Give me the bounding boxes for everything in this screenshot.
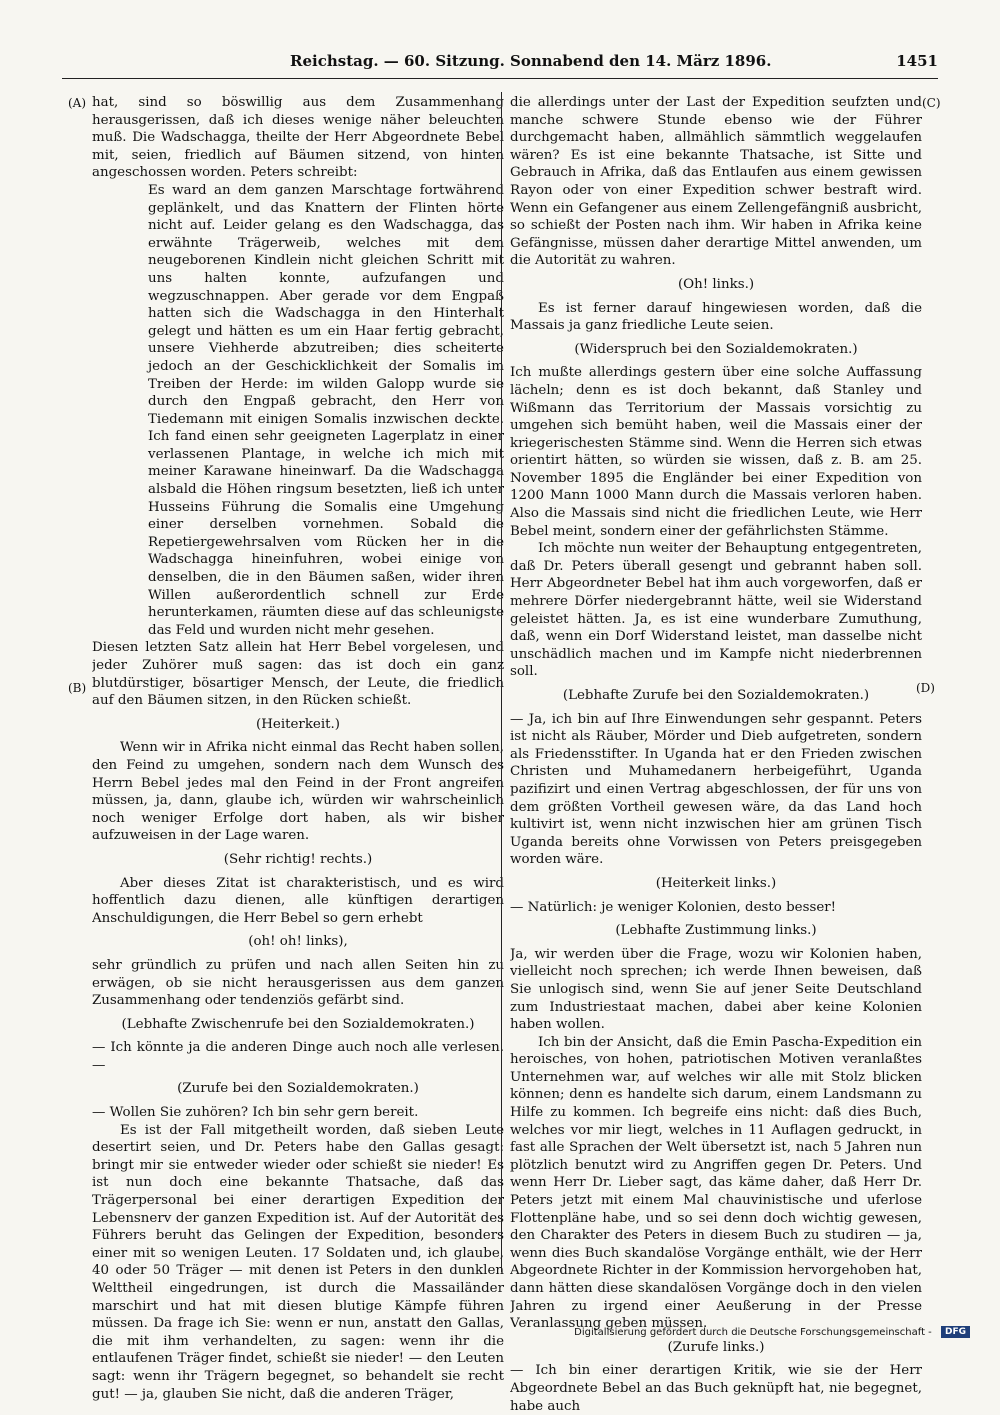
paragraph: Ich mußte allerdings gestern über eine solche Auffassung lächeln; denn es ist doch bekannt, daß Stanley und Wißmann das Territorium der Massais vorsichtig zu umgehen sich bemüht haben, weil die Massais einer der kriegerischesten Stämme sind. Wenn die Herren sich etwas orientirt hätten, so würden sie wissen, daß z. B. am 25. November 1895 die Engländer bei einer Expedition von 1200 Mann 1000 Mann durch die Massais verloren haben. Also die Massais sind nicht die friedlichen Leute, wie Herr Bebel meint, sondern einer der gefährlichsten Stämme. (510, 365, 922, 539)
interjection: (Heiterkeit.) (256, 716, 340, 732)
paragraph: Ich bin der Ansicht, daß die Emin Pascha-Expedition ein heroisches, von hohen, patriotischen Motiven veranlaßtes Unternehmen war, auf welches wir alle mit Stolz blicken können; denn es handelte sich darum, einem Landsmann zu Hilfe zu kommen. Ich begreife eins nicht: daß dies Buch, welches vor mir liegt, welches in 11 Auflagen gedruckt, in fast alle Sprachen der Welt übersetzt ist, nach 5 Jahren nun plötzlich benutzt wird zu Angriffen gegen Dr. Peters. Und wenn Herr Dr. Lieber sagt, das käme daher, daß Herr Dr. Peters jetzt mit einem Mal chauvinistische und uferlose Flottenpläne habe, und so sei denn doch wichtig gewesen, den Charakter des Peters in diesem Buch zu studiren — ja, wenn dies Buch skandalöse Vorgänge enthält, wie der Herr Abgeordnete Richter in der Kommission hervorgehoben hat, dann hätten diese skandalösen Vorgänge doch in den vielen Jahren zu irgend einer Aeußerung in der Presse Veranlassung geben müssen. (510, 1034, 922, 1332)
footer-credit: Digitalisierung gefördert durch die Deutsche Forschungsgemeinschaft - (574, 1327, 932, 1338)
interjection: (Zurufe bei den Sozialdemokraten.) (177, 1081, 419, 1097)
margin-marker-d: (D) (916, 681, 935, 695)
paragraph: Es ist der Fall mitgetheilt worden, daß sieben Leute desertirt seien, und Dr. Peters habe den Gallas gesagt: bringt mir sie entweder wieder oder schießt sie nieder! Es ist nun doch eine bekannte Thatsache, daß das Trägerpersonal bei einer derartigen Expedition der Lebensnerv der ganzen Expedition ist. Auf der Autorität des Führers beruht das Gelingen der Expedition, besonders einer mit so wenigen Leuten. 17 Soldaten und, ich glaube, 40 oder 50 Träger — mit denen ist Peters in den dunklen Welttheil eingedrungen, ist durch die Massailänder marschirt und hat mit diesen blutige Kämpfe führen müssen. Da frage ich Sie: wenn er nun, anstatt den Gallas, die mit ihm verhandelten, zu sagen: wenn ihr die entlaufenen Träger findet, schießt sie nieder! — den Leuten sagt: wenn ihr Trägern begegnet, so behandelt sie recht gut! — ja, glauben Sie nicht, daß die anderen Träger, (92, 1122, 504, 1402)
interjection: (Heiterkeit links.) (655, 875, 777, 891)
page-number: 1451 (896, 52, 938, 70)
paragraph: Es ist ferner darauf hingewiesen worden, daß die Massais ja ganz friedliche Leute seien. (510, 300, 922, 334)
interjection: (Lebhafte Zwischenrufe bei den Sozialdemokraten.) (121, 1016, 475, 1032)
running-title: Reichstag. — 60. Sitzung. Sonnabend den 14. März 1896. (290, 52, 772, 70)
paragraph: — Ja, ich bin auf Ihre Einwendungen sehr gespannt. Peters ist nicht als Räuber, Mörder und Dieb aufgetreten, sondern als Friedensstifter. In Uganda hat er den Frieden zwischen Christen und Muhamedanern herbeigeführt, Uganda pazifizirt und einen Vertrag abgeschlossen, der für uns von dem größten Vortheil gewesen wäre, da das Land hoch kultivirt ist, wenn nicht inzwischen hier am grünen Tisch Uganda bereits ohne Vorwissen von Peters preisgegeben worden wäre. (510, 711, 922, 868)
margin-marker-b: (B) (68, 681, 87, 695)
interjection: (Lebhafte Zustimmung links.) (615, 923, 817, 939)
margin-marker-c: (C) (922, 96, 941, 110)
header-rule (62, 78, 938, 79)
paragraph: sehr gründlich zu prüfen und nach allen Seiten hin zu erwägen, ob sie nicht herausgerissen aus dem ganzen Zusammenhang oder tendenziös gefärbt sind. (92, 957, 504, 1009)
page-footer (574, 1326, 970, 1338)
paragraph: — Wollen Sie zuhören? Ich bin sehr gern bereit. (92, 1105, 419, 1121)
paragraph: Ja, wir werden über die Frage, wozu wir Kolonien haben, vielleicht noch sprechen; ich werde Ihnen beweisen, daß Sie unlogisch sind, wenn Sie auf jener Seite Deutschland zum Industriestaat machen, dabei aber keine Kolonien haben wollen. (510, 946, 922, 1033)
paragraph: die allerdings unter der Last der Expedition seufzten und manche schwere Stunde ebenso wie der Führer durchgemacht haben, allmählich sämmtlich weggelaufen wären? Es ist eine bekannte Thatsache, ist Sitte und Gebrauch in Afrika, daß das Entlaufen aus einem gewissen Rayon oder von einer Expedition schwer bestraft wird. Wenn ein Gefangener aus einem Zellengefängniß ausbricht, so schießt der Posten nach ihm. Wir haben in Afrika keine Gefängnisse, müssen daher derartige Mittel anwenden, um die Autorität zu wahren. (510, 95, 922, 269)
paragraph: Diesen letzten Satz allein hat Herr Bebel vorgelesen, und jeder Zuhörer muß sagen: das ist doch ein ganz blutdürstiger, bösartiger Mensch, der Leute, die friedlich auf den Bäumen sitzen, in den Rücken schießt. (92, 640, 504, 709)
paragraph: — Natürlich: je weniger Kolonien, desto besser! (510, 899, 837, 915)
page-header (62, 52, 938, 78)
interjection: (oh! oh! links), (248, 934, 348, 950)
interjection: (Lebhafte Zurufe bei den Sozialdemokraten.) (562, 688, 870, 703)
paragraph: — Ich bin einer derartigen Kritik, wie sie der Herr Abgeordnete Bebel an das Buch geknüpft hat, nie begegnet, habe auch (510, 1363, 922, 1414)
margin-marker-a: (A) (68, 96, 87, 110)
paragraph: Ich möchte nun weiter der Behauptung entgegentreten, daß Dr. Peters überall gesengt und gebrannt haben soll. Herr Abgeordneter Bebel hat ihm auch vorgeworfen, daß er mehrere Dörfer niedergebrannt hätte, weil sie Widerstand geleistet hätten. Ja, es ist eine wunderbare Zumuthung, daß, wenn ein Dorf Widerstand leistet, man dasselbe nicht unschädlich machen und im Kampfe nicht niederbrennen soll. (510, 541, 922, 680)
interjection: (Zurufe links.) (667, 1339, 765, 1355)
paragraph: hat, sind so böswillig aus dem Zusammenhang herausgerissen, daß ich dieses wenige näher beleuchten muß. Die Wadschagga, theilte der Herr Abgeordnete Bebel mit, seien, friedlich auf Bäumen sitzend, von hinten angeschossen worden. Peters schreibt: (92, 95, 504, 181)
interjection: (Widerspruch bei den Sozialdemokraten.) (574, 341, 858, 357)
dfg-logo: DFG (941, 1326, 970, 1338)
left-column (92, 94, 504, 1403)
paragraph: Es ward an dem ganzen Marschtage fortwährend geplänkelt, und das Knattern der Flinten hörte nicht auf. Leider gelang es den Wadschagga, das erwähnte Trägerweib, welches mit dem neugeborenen Kindlein nicht gleichen Schritt mit uns halten konnte, aufzufangen und wegzuschnappen. Aber gerade vor dem Engpaß hatten sich die Wadschagga in den Hinterhalt gelegt und hätten es um ein Haar fertig gebracht, unsere Viehherde abzutreiben; dies scheiterte jedoch an der Geschicklichkeit der Somalis im Treiben der Herde: im wilden Galopp wurde sie durch den Engpaß gebracht, den Herr von Tiedemann mit einigen Somalis inzwischen deckte. Ich fand einen sehr geeigneten Lagerplatz in einer verlassenen Plantage, in welche ich mich mit meiner Karawane hineinwarf. Da die Wadschagga alsbald die Höhen ringsum besetzten, ließ ich unter Husseins Führung die Somalis eine Umgehung einer derselben vornehmen. Sobald die Repetiergewehrsalven vom Rücken her in die Wadschagga hineinfuhren, wobei einige von denselben, die in den Bäumen saßen, wider ihren Willen außerordentlich schnell zur Erde herunterkamen, räumten diese auf das schleunigste das Feld und wurden nicht mehr gesehen. (148, 182, 504, 638)
paragraph: — Ich könnte ja die anderen Dinge auch noch alle verlesen. — (92, 1040, 504, 1073)
column-divider (501, 92, 502, 1272)
interjection: (Sehr richtig! rechts.) (223, 851, 373, 867)
interjection: (Oh! links.) (677, 276, 755, 292)
paragraph: Wenn wir in Afrika nicht einmal das Recht haben sollen, den Feind zu umgehen, sondern nach dem Wunsch des Herrn Bebel jedes mal den Feind in der Front angreifen müssen, ja, dann, glaube ich, würden wir wahrscheinlich noch weniger Erfolge dort haben, als wir bisher aufzuweisen in der Lage waren. (92, 740, 504, 844)
right-column (510, 94, 922, 1415)
paragraph: Aber dieses Zitat ist charakteristisch, und es wird hoffentlich dazu dienen, alle künftigen derartigen Anschuldigungen, die Herr Bebel so gern erhebt (92, 875, 504, 926)
